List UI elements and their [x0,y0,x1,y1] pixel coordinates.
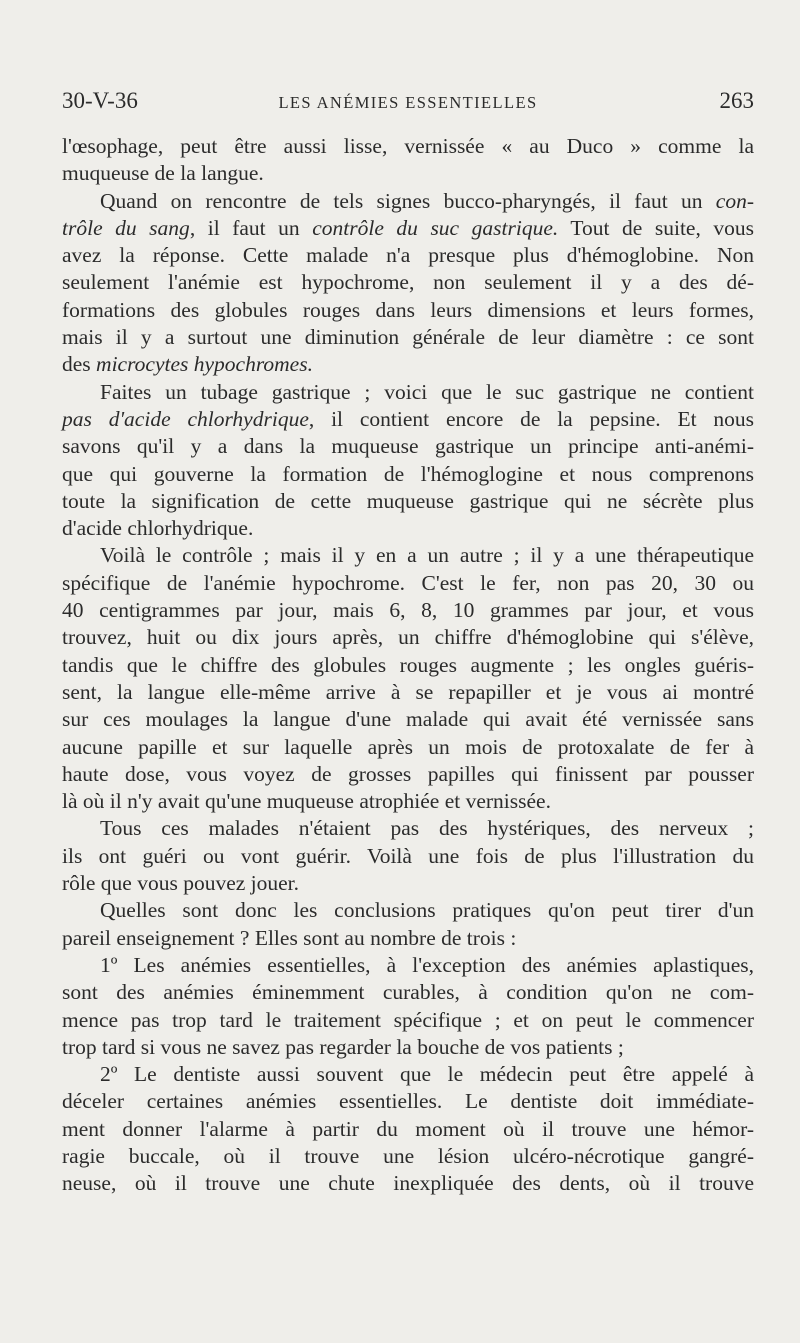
text-line: rôle que vous pouvez jouer. [62,871,300,896]
header-date: 30-V-36 [62,88,138,113]
text-line: tandis que le chiffre des globules rouges augmente ; les ongles guéris- [62,652,754,677]
text-line: Quelles sont donc les conclusions pratiques qu'on peut tirer d'un [100,898,754,923]
text-line: ment donner l'alarme à partir du moment où il trouve une hémor- [62,1116,754,1141]
text-line: l'œsophage, peut être aussi lisse, vernissée « au Duco » comme la [62,134,754,158]
text-line: ils ont guéri ou vont guérir. Voilà une fois de plus l'illustration du [62,843,754,868]
text-line: déceler certaines anémies essentielles. Le dentiste doit immédiate- [62,1089,754,1114]
text-line: ragie buccale, où il trouve une lésion ulcéro-nécrotique gangré- [62,1143,754,1168]
text-line: mence pas trop tard le traitement spécifique ; et on peut le commencer [62,1007,754,1032]
text-line: aucune papille et sur laquelle après un mois de protoxalate de fer à [62,734,754,759]
text-line: muqueuse de la langue. [62,161,264,186]
text-line: Voilà le contrôle ; mais il y en a un autre ; il y a une thérapeutique [100,543,754,568]
text-line: sur ces moulages la langue d'une malade qui avait été vernissée sans [62,707,754,732]
text-line: 40 centigrammes par jour, mais 6, 8, 10 grammes par jour, et vous [62,598,754,623]
text-line: spécifique de l'anémie hypochrome. C'est le fer, non pas 20, 30 ou [62,570,754,595]
text-line: seulement l'anémie est hypochrome, non seulement il y a des dé- [62,270,754,295]
text-line: trop tard si vous ne savez pas regarder la bouche de vos patients ; [62,1034,624,1059]
text-line: trôle du sang, il faut un contrôle du suc gastrique. Tout de suite, vous [62,215,755,240]
text-line: formations des globules rouges dans leurs dimensions et leurs formes, [62,297,754,322]
text-line: d'acide chlorhydrique. [62,516,254,541]
header-title: LES ANÉMIES ESSENTIELLES [278,93,538,112]
text-line: savons qu'il y a dans la muqueuse gastrique un principe anti-anémi- [62,434,754,459]
text-line: avez la réponse. Cette malade n'a presque plus d'hémoglobine. Non [62,243,754,268]
text-line: sent, la langue elle-même arrive à se repapiller et je vous ai montré [62,679,754,704]
page-number: 263 [719,88,754,113]
text-line: des microcytes hypochromes. [62,352,313,377]
running-header [62,86,754,116]
text-line: mais il y a surtout une diminution générale de leur diamètre : ce sont [62,325,754,350]
text-line: Faites un tubage gastrique ; voici que le suc gastrique ne contient [100,379,754,404]
text-line: haute dose, vous voyez de grosses papilles qui finissent par pousser [62,761,754,786]
text-line: que qui gouverne la formation de l'hémoglogine et nous comprenons [62,461,754,486]
text-line: toute la signification de cette muqueuse gastrique qui ne sécrète plus [62,488,754,513]
text-line: 2º Le dentiste aussi souvent que le médecin peut être appelé à [100,1062,754,1087]
body-text [62,133,754,1198]
text-line: neuse, où il trouve une chute inexpliquée des dents, où il trouve [62,1171,754,1196]
text-line: Tous ces malades n'étaient pas des hystériques, des nerveux ; [100,816,754,841]
text-line: Quand on rencontre de tels signes bucco-pharyngés, il faut un con- [100,188,754,213]
text-line: pareil enseignement ? Elles sont au nombre de trois : [62,925,517,950]
text-line: pas d'acide chlorhydrique, il contient encore de la pepsine. Et nous [62,406,754,431]
text-line: 1º Les anémies essentielles, à l'exception des anémies aplastiques, [100,952,754,977]
text-line: sont des anémies éminemment curables, à condition qu'on ne com- [62,980,754,1005]
text-line: là où il n'y avait qu'une muqueuse atrophiée et vernissée. [62,789,551,814]
text-line: trouvez, huit ou dix jours après, un chiffre d'hémoglobine qui s'élève, [62,625,754,650]
